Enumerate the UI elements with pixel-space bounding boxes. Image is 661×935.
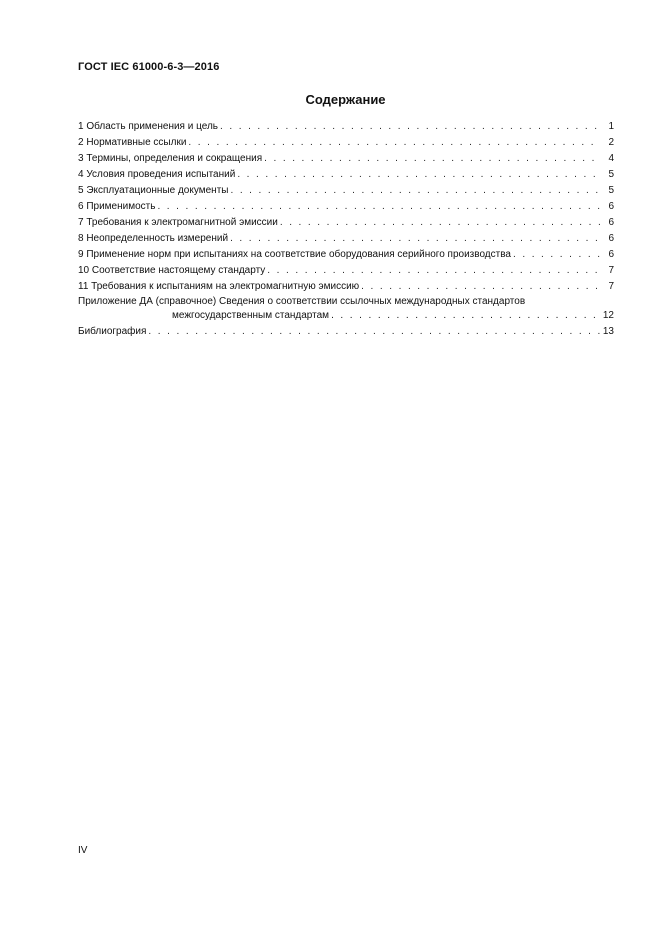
toc-entry-page: 7	[608, 281, 614, 292]
dot-leader	[280, 215, 600, 231]
toc-entry-page: 5	[608, 185, 614, 196]
toc-entry-label: Библиография	[78, 326, 147, 337]
toc-entry-8[interactable]	[78, 231, 614, 247]
toc-entry-label: 2 Нормативные ссылки	[78, 137, 187, 148]
toc-entry-label: 9 Применение норм при испытаниях на соответствие оборудования серийного производства	[78, 249, 511, 260]
toc-title: Содержание	[305, 92, 386, 107]
toc-entry-1[interactable]	[78, 119, 614, 135]
toc-entry-page: 12	[602, 310, 614, 321]
dot-leader	[264, 151, 600, 167]
toc-entry-page: 6	[608, 233, 614, 244]
toc-entry-6[interactable]	[78, 199, 614, 215]
toc-entry-label: 3 Термины, определения и сокращения	[78, 153, 263, 164]
toc-entry-label: 10 Соответствие настоящему стандарту	[78, 265, 266, 276]
toc-entry-label: 6 Применимость	[78, 201, 156, 212]
toc-entry-10[interactable]	[78, 263, 614, 279]
toc-entry-4[interactable]	[78, 167, 614, 183]
toc-entry-page: 6	[608, 249, 614, 260]
document-header: ГОСТ IEC 61000-6-3—2016	[78, 61, 220, 73]
toc-entry-page: 6	[608, 217, 614, 228]
toc-entry-page: 1	[608, 121, 614, 132]
toc-entry-page: 5	[608, 169, 614, 180]
dot-leader	[237, 167, 600, 183]
toc-entry-page: 4	[608, 153, 614, 164]
toc-entry-page: 7	[608, 265, 614, 276]
toc-entry-3[interactable]	[78, 151, 614, 167]
toc-entry-label: 7 Требования к электромагнитной эмиссии	[78, 217, 278, 228]
toc-entry-label: 8 Неопределенность измерений	[78, 233, 229, 244]
dot-leader	[513, 247, 600, 263]
toc-entry-page: 2	[608, 137, 614, 148]
dot-leader	[188, 135, 600, 151]
dot-leader	[267, 263, 600, 279]
dot-leader	[361, 279, 600, 295]
toc-entry-9[interactable]	[78, 247, 614, 263]
dot-leader	[331, 308, 601, 323]
toc-entry-11[interactable]	[78, 279, 614, 295]
toc-appendix-line2: межгосударственным стандартам	[172, 310, 330, 321]
dot-leader	[148, 324, 600, 340]
toc-entry-label: 1 Область применения и цель	[78, 121, 218, 132]
dot-leader	[157, 199, 600, 215]
page-number: IV	[78, 845, 88, 856]
dot-leader	[230, 183, 600, 199]
toc-appendix-line1: Приложение ДА (справочное) Сведения о соответствии ссылочных международных стандартов	[78, 296, 526, 307]
toc-entry-bibliography[interactable]	[78, 324, 614, 340]
dot-leader	[220, 119, 600, 135]
toc-entry-appendix[interactable]	[78, 295, 614, 323]
toc-entry-label: 4 Условия проведения испытаний	[78, 169, 236, 180]
table-of-contents	[78, 119, 614, 340]
toc-entry-label: 5 Эксплуатационные документы	[78, 185, 229, 196]
toc-entry-2[interactable]	[78, 135, 614, 151]
toc-entry-7[interactable]	[78, 215, 614, 231]
toc-entry-5[interactable]	[78, 183, 614, 199]
toc-entry-page: 6	[608, 201, 614, 212]
toc-entry-page: 13	[602, 326, 614, 337]
toc-entry-label: 11 Требования к испытаниям на электромагнитную эмиссию	[78, 281, 360, 292]
dot-leader	[230, 231, 600, 247]
